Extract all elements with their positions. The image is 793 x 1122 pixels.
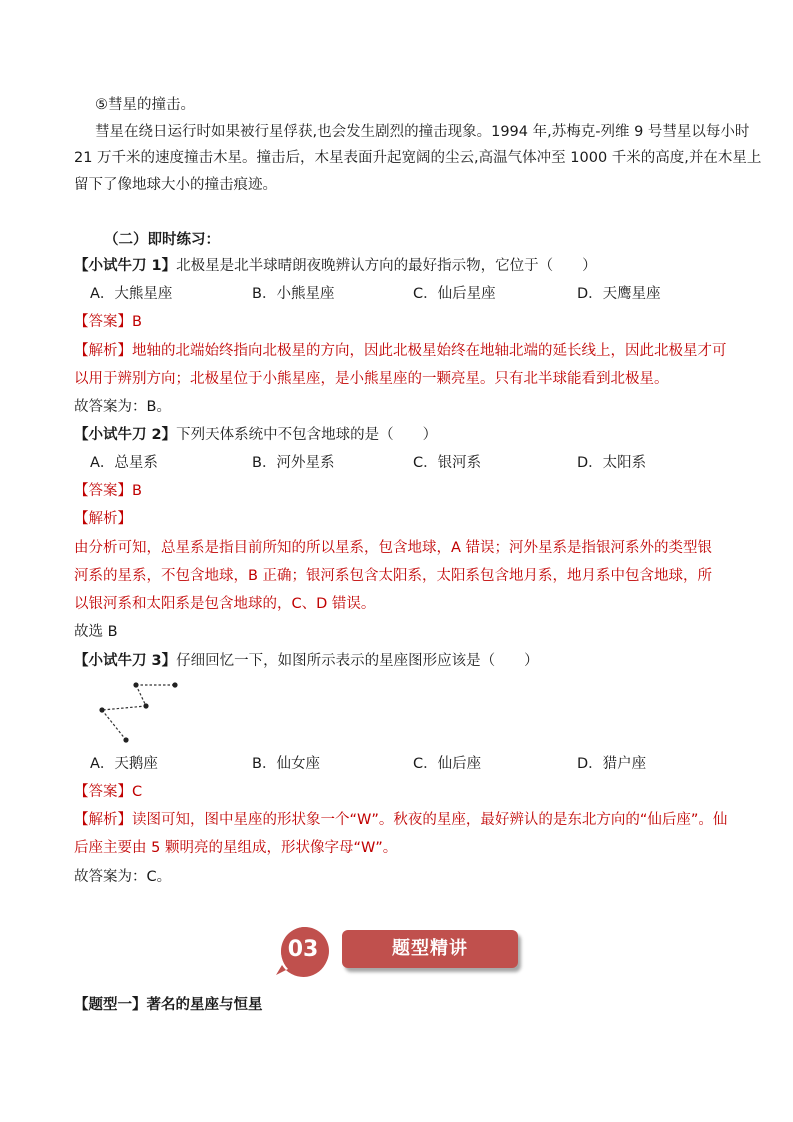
q2-option-c: C．银河系 — [413, 455, 482, 471]
intro-para-line-3: 留下了像地球大小的撞击痕迹。 — [74, 177, 277, 193]
constellation-star-4 — [99, 707, 104, 712]
intro-heading: ⑤彗星的撞击。 — [95, 97, 195, 113]
q3-stem — [74, 651, 539, 671]
q3-option-a: A．天鹅座 — [90, 756, 158, 772]
q1-analysis-line-1 — [74, 341, 727, 361]
constellation-star-2 — [133, 682, 138, 687]
q1-analysis-tag: 【解析】 — [74, 343, 132, 359]
constellation-w-figure — [90, 676, 190, 748]
q3-options — [90, 754, 710, 774]
q3-analysis-tag: 【解析】 — [74, 812, 132, 828]
q3-tag: 【小试牛刀 3】 — [74, 653, 177, 669]
q3-analysis-line-1 — [74, 810, 727, 830]
constellation-star-1 — [172, 682, 177, 687]
q2-stem — [74, 425, 437, 445]
q2-analysis-line-3: 以银河系和太阳系是包含地球的，C、D 错误。 — [74, 596, 376, 612]
q2-text: 下列天体系统中不包含地球的是（ ） — [176, 427, 438, 443]
q3-analysis-line-2: 后座主要由 5 颗明亮的星组成，形状像字母“W”。 — [74, 840, 398, 856]
q1-conclusion: 故答案为：B。 — [74, 399, 171, 415]
q3-option-d: D．猎户座 — [577, 756, 647, 772]
constellation-line-4 — [102, 710, 126, 740]
section-banner — [272, 925, 524, 977]
q1-option-c: C．仙后星座 — [413, 286, 496, 302]
constellation-star-3 — [143, 703, 148, 708]
constellation-star-5 — [123, 737, 128, 742]
q2-analysis-line-1: 由分析可知，总星系是指目前所知的所以星系，包含地球，A 错误；河外星系是指银河系外的类型银 — [74, 540, 713, 556]
q2-tag: 【小试牛刀 2】 — [74, 427, 177, 443]
q1-option-d: D．天鹰星座 — [577, 286, 661, 302]
q3-answer: 【答案】C — [74, 784, 143, 800]
q2-answer: 【答案】B — [74, 483, 142, 499]
q3-option-b: B．仙女座 — [252, 756, 320, 772]
q1-tag: 【小试牛刀 1】 — [74, 258, 177, 274]
section-number: 03 — [287, 937, 319, 962]
q1-analysis-line-2: 以用于辨别方向；北极星位于小熊星座，是小熊星座的一颗亮星。只有北半球能看到北极星。 — [74, 371, 669, 387]
q1-text: 北极星是北半球晴朗夜晚辨认方向的最好指示物，它位于（ ） — [176, 258, 597, 274]
subsection-title: 【题型一】著名的星座与恒星 — [74, 997, 263, 1013]
q2-options — [90, 453, 710, 473]
q2-option-b: B．河外星系 — [252, 455, 335, 471]
q1-stem — [74, 256, 597, 276]
q1-answer: 【答案】B — [74, 314, 142, 330]
q3-option-c: C．仙后座 — [413, 756, 482, 772]
q2-analysis-tag: 【解析】 — [74, 511, 132, 527]
q2-conclusion: 故选 B — [74, 624, 118, 640]
q1-analysis-text-1: 地轴的北端始终指向北极星的方向，因此北极星始终在地轴北端的延长线上，因此北极星才可 — [132, 343, 727, 359]
q3-text: 仔细回忆一下，如图所示表示的星座图形应该是（ ） — [176, 653, 539, 669]
intro-para-line-1: 彗星在绕日运行时如果被行星俘获,也会发生剧烈的撞击现象。1994 年,苏梅克-列维 9 号彗星以每小时 — [95, 124, 750, 140]
q3-analysis-text-1: 读图可知，图中星座的形状象一个“W”。秋夜的星座，最好辨认的是东北方向的“仙后座”。仙 — [132, 812, 728, 828]
q1-option-a: A．大熊星座 — [90, 286, 173, 302]
q1-options — [90, 284, 710, 304]
practice-title: （二）即时练习： — [104, 232, 220, 248]
q3-conclusion: 故答案为：C。 — [74, 869, 172, 885]
intro-para-line-2: 21 万千米的速度撞击木星。撞击后，木星表面升起宽阔的尘云,高温气体冲至 1000 千米的高度,并在木星上 — [74, 150, 762, 166]
q2-option-a: A．总星系 — [90, 455, 158, 471]
section-title: 题型精讲 — [392, 938, 468, 959]
constellation-line-2 — [136, 685, 146, 706]
q2-analysis-line-2: 河系的星系，不包含地球，B 正确；银河系包含太阳系，太阳系包含地月系，地月系中包含地球，所 — [74, 568, 713, 584]
q1-option-b: B．小熊星座 — [252, 286, 335, 302]
constellation-line-3 — [102, 706, 146, 710]
section-ribbon — [342, 930, 518, 968]
q2-option-d: D．太阳系 — [577, 455, 647, 471]
